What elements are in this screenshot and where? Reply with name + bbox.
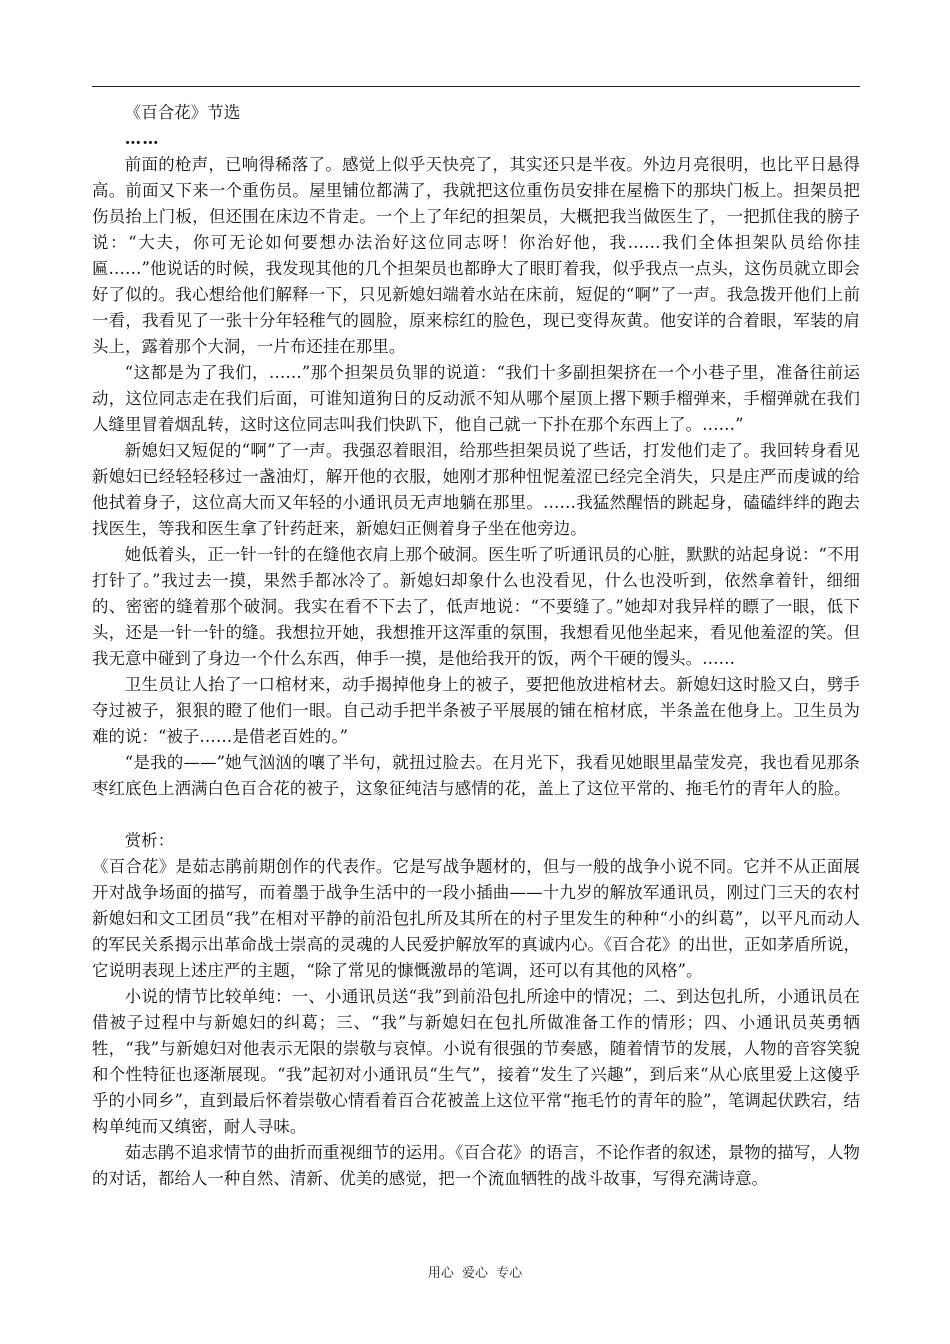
header-rule — [92, 86, 860, 87]
story-paragraph: 新媳妇又短促的“啊”了一声。我强忍着眼泪，给那些担架员说了些话，打发他们走了。我回转身看见新媳妇已经轻轻移过一盏油灯，解开他的衣服，她刚才那种忸怩羞涩已经完全消失，只是庄严而虔诚的给他拭着身子，这位高大而又年轻的小通讯员无声地躺在那里。……我猛然醒悟的跳起身，磕磕绊绊的跑去找医生，等我和医生拿了针药赶来，新媳妇正侧着身子坐在他旁边。 — [92, 441, 860, 538]
analysis-paragraph: 小说的情节比较单纯：一、小通讯员送“我”到前沿包扎所途中的情况；二、到达包扎所，小通讯员在借被子过程中与新媳妇的纠葛；三、“我”与新媳妇在包扎所做准备工作的情形；四、小通讯员英勇牺牲，“我”与新媳妇对他表示无限的崇敬与哀悼。小说有很强的节奏感，随着情节的发展，人物的音容笑貌和个性特征也逐渐展现。“我”起初对小通讯员“生气”，接着“发生了兴趣”，到后来“从心底里爱上这傻乎乎的小同乡”，直到最后怀着崇敬心情看着百合花被盖上这位平常“拖毛竹的青年的脸”，笔调起伏跌宕，结构单纯而又缜密，耐人寻味。 — [92, 987, 860, 1136]
story-paragraph: 她低着头，正一针一针的在缝他衣肩上那个破洞。医生听了听通讯员的心脏，默默的站起身说：“不用打针了。”我过去一摸，果然手都冰冷了。新媳妇却象什么也没看见，什么也没听到，依然拿着针，细细的、密密的缝着那个破洞。我实在看不下去了，低声地说：“不要缝了。”她却对我异样的瞟了一眼，低下头，还是一针一针的缝。我想拉开她，我想推开这浑重的氛围，我想看见他坐起来，看见他羞涩的笑。但我无意中碰到了身边一个什么东西，伸手一摸，是他给我开的饭，两个干硬的馒头。…… — [92, 545, 860, 668]
story-paragraph: “这都是为了我们，……”那个担架员负罪的说道：“我们十多副担架挤在一个小巷子里，准备往前运动，这位同志走在我们后面，可谁知道狗日的反动派不知从哪个屋顶上撂下颗手榴弹来，手榴弹就在我们人缝里冒着烟乱转，这时这位同志叫我们快趴下，他自己就一下扑在那个东西上了。……” — [92, 363, 860, 434]
story-paragraph: “是我的——”她气汹汹的嚷了半句，就扭过脸去。在月光下，我看见她眼里晶莹发亮，我也看见那条枣红底色上洒满白色百合花的被子，这象征纯洁与感情的花，盖上了这位平常的、拖毛竹的青年人的脸。 — [92, 753, 860, 798]
story-paragraph: 前面的枪声，已响得稀落了。感觉上似乎天快亮了，其实还只是半夜。外边月亮很明，也比平日悬得高。前面又下来一个重伤员。屋里铺位都满了，我就把这位重伤员安排在屋檐下的那块门板上。担架员把伤员抬上门板，但还围在床边不肯走。一个上了年纪的担架员，大概把我当做医生了，一把抓住我的膀子说：“大夫，你可无论如何要想办法治好这位同志呀！你治好他，我……我们全体担架队员给你挂匾……”他说话的时候，我发现其他的几个担架员也都睁大了眼盯着我，似乎我点一点头，这伤员就立即会好了似的。我心想给他们解释一下，只见新媳妇端着水站在床前，短促的“啊”了一声。我急拨开他们上前一看，我看见了一张十分年轻稚气的圆脸，原来棕红的脸色，现已变得灰黄。他安详的合着眼，军装的肩头上，露着那个大洞，一片布还挂在那里。 — [92, 155, 860, 356]
analysis-paragraph: 茹志鹃不追求情节的曲折而重视细节的运用。《百合花》的语言，不论作者的叙述，景物的描写，人物的对话，都给人一种自然、清新、优美的感觉，把一个流血牺牲的战斗故事，写得充满诗意。 — [92, 1143, 860, 1188]
story-paragraph: 卫生员让人抬了一口棺材来，动手揭掉他身上的被子，要把他放进棺材去。新媳妇这时脸又白，劈手夺过被子，狠狠的瞪了他们一眼。自己动手把半条被子平展展的铺在棺材底，半条盖在他身上。卫生员为难的说：“被子……是借老百姓的。” — [92, 675, 860, 746]
analysis-paragraph: 《百合花》是茹志鹃前期创作的代表作。它是写战争题材的，但与一般的战争小说不同。它并不从正面展开对战争场面的描写，而着墨于战争生活中的一段小插曲——十九岁的解放军通讯员，刚过门三天的农村新媳妇和文工团员“我”在相对平静的前沿包扎所及其所在的村子里发生的种种“小的纠葛”，以平凡而动人的军民关系揭示出革命战士崇高的灵魂的人民爱护解放军的真诚内心。《百合花》的出世，正如茅盾所说，它说明表现上述庄严的主题，“除了常见的慷慨激昂的笔调，还可以有其他的风格”。 — [92, 857, 860, 980]
analysis-heading: 赏析： — [124, 831, 175, 850]
ellipsis-marker: …… — [124, 129, 160, 148]
document-body — [92, 100, 860, 1192]
document-title: 《百合花》节选 — [124, 103, 241, 122]
page-footer: 用心 爱心 专心 — [427, 1266, 523, 1281]
